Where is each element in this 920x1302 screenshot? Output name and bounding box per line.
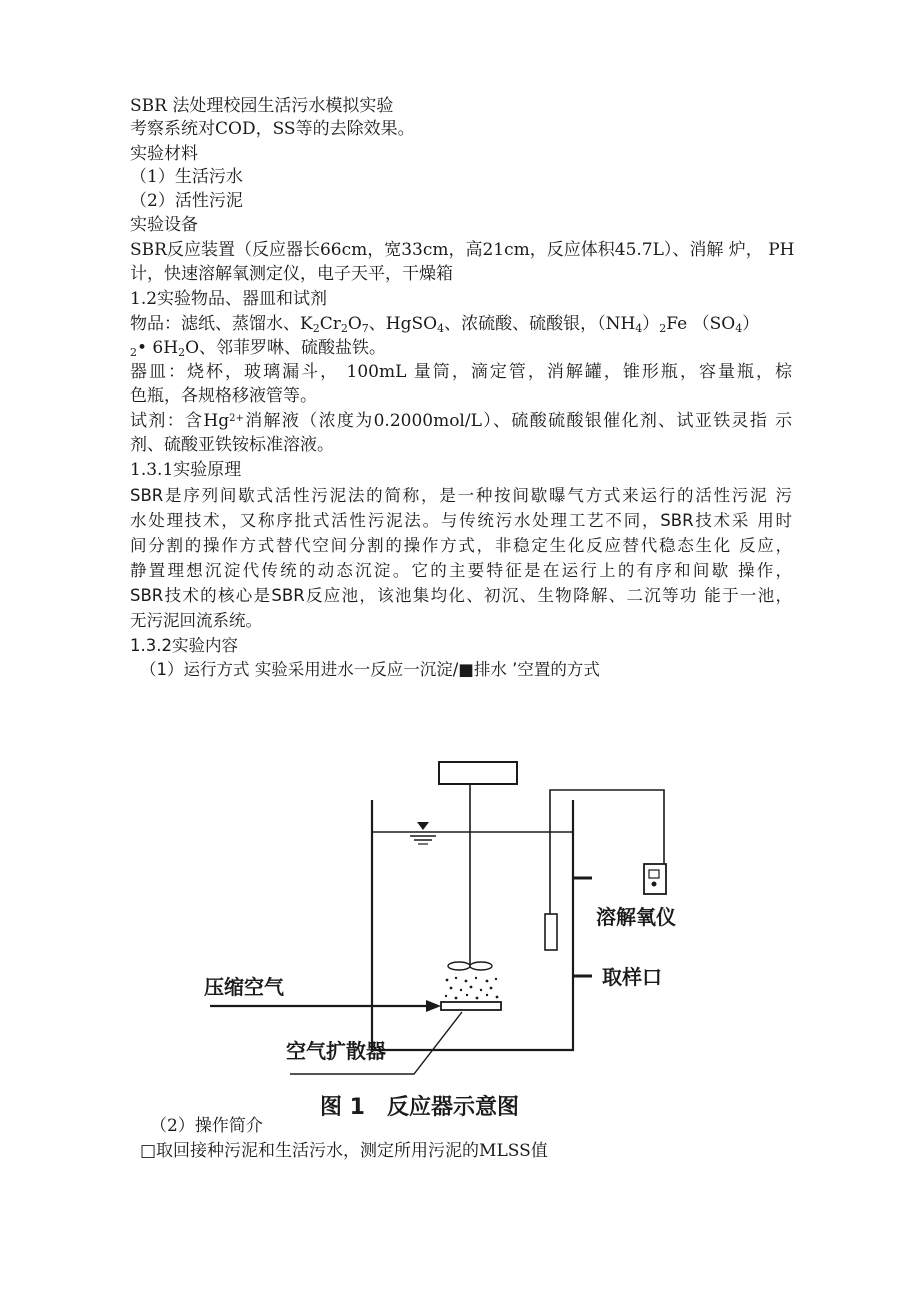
reagents-text-b: 消解液（浓度为0.2000mol/L）、硫酸硫酸银催化剂、试亚铁灵指 示 [243,411,792,431]
items-text-a: 物品：滤纸、蒸馏水、K [130,314,313,334]
material-item-1: （1）生活污水 [130,167,243,187]
reagents-line-2: 剂、硫酸亚铁铵标准溶液。 [130,435,334,455]
vessels-line-2: 色瓶，各规格移液管等。 [130,386,317,406]
diffuser-label: 空气扩散器 [286,1039,386,1063]
superscript: 2+ [229,413,244,424]
do-probe-cable [550,790,664,914]
air-inlet-arrow-icon [426,1000,441,1012]
items-text-j: O、邻菲罗啉、硫酸盐铁。 [185,338,387,358]
items-line-2 [130,337,386,359]
items-text-e: 、浓硫酸、硫酸银，（NH [444,314,636,334]
air-diffuser [441,1002,501,1010]
reagents-text-a: 试剂：含Hg [130,411,230,431]
operation-mode-text: （1）运行方式 实验采用进水一反应一沉淀/■排水 ’空置的方式 [140,660,600,679]
do-meter-knob [652,882,657,887]
do-probe [545,914,557,950]
principle-line-3: 间分割的操作方式替代空间分割的操作方式，非稳定生化反应替代稳态生化 反应， [130,536,792,555]
items-line-1 [130,313,759,335]
equipment-line-2: 计，快速溶解氧测定仪，电子天平，干燥箱 [130,264,453,284]
objective-text: 考察系统对COD，SS等的去除效果。 [130,119,415,139]
doc-title: SBR 法处理校园生活污水模拟实验 [130,96,394,116]
section-1-3-2-heading: 1.3.2实验内容 [130,636,238,655]
motor-box [439,762,517,784]
material-item-2: （2）活性污泥 [130,191,243,211]
items-text-f: ） [642,314,660,334]
step-1-text: □取回接种污泥和生活污水，测定所用污泥的MLSS值 [140,1141,548,1161]
compressed-air-label: 压缩空气 [204,975,284,999]
do-meter-display [649,870,659,878]
subscript: 4 [635,322,643,335]
equipment-line-1: SBR反应装置（反应器长66cm，宽33cm，高21cm，反应体积45.7L）、消解 炉， PH [130,240,795,260]
operation-brief-heading: （2）操作简介 [150,1116,263,1136]
equipment-heading: 实验设备 [130,215,198,235]
section-1-3-1-heading: 1.3.1实验原理 [130,460,242,480]
items-text-c: O [347,314,362,334]
sample-port-label: 取样口 [602,965,662,989]
principle-line-2: 水处理技术，又称序批式活性污泥法。与传统污水处理工艺不同，SBR技术采 用时 [130,511,792,530]
subscript: 2 [659,322,667,335]
items-text-b: Cr [319,314,341,334]
subscript: 2 [130,346,137,359]
vessels-line-1: 器皿：烧杯，玻璃漏斗， 100mL 量筒，滴定管，消解罐，锥形瓶，容量瓶，棕 [130,362,792,382]
principle-line-6: 无污泥回流系统。 [130,611,262,630]
reagents-line-1 [130,410,792,432]
reactor-tank [372,800,573,1050]
items-text-i: • 6H [137,338,179,358]
do-meter-icon [644,864,666,894]
water-level-icon [410,822,436,844]
subscript: 2 [340,322,348,335]
subscript: 4 [735,322,743,335]
section-1-2-heading: 1.2实验物品、器皿和试剂 [130,289,328,309]
subscript: 4 [437,322,445,335]
subscript: 7 [361,322,369,335]
subscript: 2 [312,322,320,335]
items-text-h: ） [742,314,760,334]
figure-caption: 图 1 反应器示意图 [320,1095,519,1120]
principle-line-1: SBR是序列间歇式活性污泥法的简称，是一种按间歇曝气方式来运行的活性污泥 污 [130,486,792,505]
items-text-d: 、HgSO [368,314,438,334]
items-text-g: Fe （SO [666,314,736,334]
air-bubbles [445,977,499,1000]
principle-line-5: SBR技术的核心是SBR反应池，该池集均化、初沉、生物降解、二沉等功 能于一池， [130,586,792,605]
do-meter-label: 溶解氧仪 [596,905,676,929]
subscript: 2 [178,346,186,359]
reactor-diagram [200,752,676,1124]
principle-line-4: 静置理想沉淀代传统的动态沉淀。它的主要特征是在运行上的有序和间歇 操作， [130,561,792,580]
materials-heading: 实验材料 [130,144,198,164]
